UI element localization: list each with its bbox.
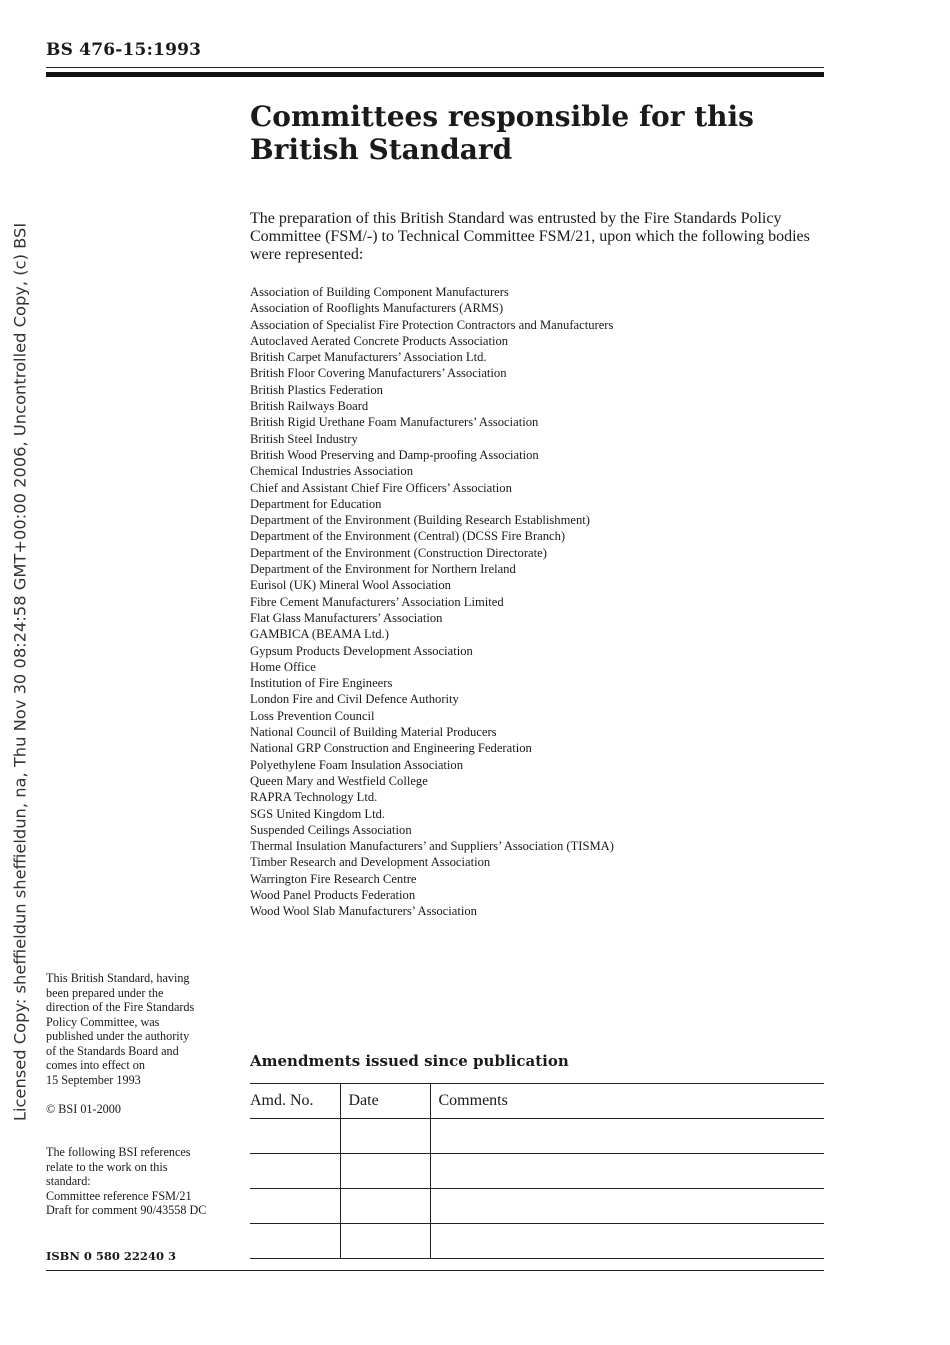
column-header-date: Date: [340, 1084, 430, 1119]
publication-line: direction of the Fire Standards: [46, 1000, 195, 1014]
header-rule-thick: [46, 72, 824, 77]
table-row: [250, 1189, 824, 1224]
empty-cell: [340, 1154, 430, 1189]
reference-line: Draft for comment 90/43558 DC: [46, 1203, 207, 1217]
body-item: Eurisol (UK) Mineral Wool Association: [250, 578, 451, 593]
body-item: British Floor Covering Manufacturers’ Association: [250, 366, 507, 381]
body-item: SGS United Kingdom Ltd.: [250, 806, 386, 821]
body-item: Department of the Environment (Central) (DCSS Fire Branch): [250, 529, 566, 544]
publication-line: 15 September 1993: [46, 1072, 141, 1087]
empty-cell: [250, 1119, 340, 1154]
publication-line: been prepared under the: [46, 985, 164, 1000]
body-item: Polyethylene Foam Insulation Association: [250, 757, 464, 772]
body-item: Flat Glass Manufacturers’ Association: [250, 610, 443, 625]
body-item: Association of Building Component Manufacturers: [250, 285, 509, 299]
body-item: Loss Prevention Council: [250, 708, 375, 723]
empty-cell: [340, 1189, 430, 1224]
empty-cell: [250, 1224, 340, 1259]
empty-cell: [250, 1189, 340, 1224]
body-item: Department of the Environment (Construction Directorate): [250, 545, 547, 560]
table-row: [250, 1154, 824, 1189]
body-item: London Fire and Civil Defence Authority: [250, 692, 459, 707]
amendments-title: Amendments issued since publication: [250, 1052, 569, 1070]
body-item: Gypsum Products Development Association: [250, 643, 473, 658]
body-item: Department for Education: [250, 496, 382, 511]
body-item: Chemical Industries Association: [250, 464, 413, 479]
body-item: RAPRA Technology Ltd.: [250, 790, 378, 805]
body-item: Association of Rooflights Manufacturers (ARMS): [250, 301, 504, 316]
publication-note: [46, 971, 241, 1087]
body-item: British Wood Preserving and Damp-proofing Association: [250, 447, 539, 462]
table-row: [250, 1119, 824, 1154]
column-header-amd-no: Amd. No.: [250, 1084, 340, 1119]
body-item: Institution of Fire Engineers: [250, 676, 393, 691]
reference-line: The following BSI references: [46, 1145, 191, 1159]
watermark-text: Licensed Copy: sheffieldun sheffieldun, na, Thu Nov 30 08:24:58 GMT+00:00 2006, Uncontrolled Copy, (c) BSI: [10, 222, 30, 1122]
reference-line: Committee reference FSM/21: [46, 1188, 192, 1203]
body-item: Wood Wool Slab Manufacturers’ Association: [250, 904, 477, 919]
empty-cell: [340, 1119, 430, 1154]
empty-cell: [250, 1154, 340, 1189]
body-item: Autoclaved Aerated Concrete Products Association: [250, 333, 509, 348]
amendments-header-row: [250, 1084, 824, 1119]
publication-line: published under the authority: [46, 1029, 190, 1043]
copyright-note: © BSI 01-2000: [46, 1102, 121, 1116]
body-item: National GRP Construction and Engineering Federation: [250, 741, 532, 756]
body-item: National Council of Building Material Producers: [250, 725, 497, 740]
column-header-comments: Comments: [430, 1084, 824, 1119]
document-id: BS 476-15:1993: [46, 40, 202, 60]
publication-line: of the Standards Board and: [46, 1043, 179, 1058]
body-item: British Railways Board: [250, 399, 369, 414]
body-item: GAMBICA (BEAMA Ltd.): [250, 627, 389, 642]
body-item: British Carpet Manufacturers’ Association Ltd.: [250, 350, 487, 365]
empty-cell: [430, 1119, 824, 1154]
body-item: Warrington Fire Research Centre: [250, 871, 417, 886]
body-item: Timber Research and Development Association: [250, 855, 491, 870]
empty-cell: [430, 1154, 824, 1189]
publication-line: This British Standard, having: [46, 971, 190, 985]
title-line: Committees responsible for this: [250, 100, 754, 133]
title-line: British Standard: [250, 133, 513, 166]
footer-rule: [46, 1270, 824, 1271]
body-item: Home Office: [250, 659, 316, 674]
body-item: Association of Specialist Fire Protection Contractors and Manufacturers: [250, 317, 614, 332]
header-rule-thin: [46, 67, 824, 68]
body-item: Fibre Cement Manufacturers’ Association Limited: [250, 594, 504, 609]
body-item: Department of the Environment for Northern Ireland: [250, 562, 516, 577]
represented-bodies-list: [250, 284, 614, 920]
body-item: British Rigid Urethane Foam Manufacturers’ Association: [250, 415, 539, 430]
publication-line: Policy Committee, was: [46, 1014, 160, 1029]
body-item: Thermal Insulation Manufacturers’ and Suppliers’ Association (TISMA): [250, 839, 614, 854]
body-item: Department of the Environment (Building Research Establishment): [250, 513, 590, 528]
reference-line: standard:: [46, 1174, 91, 1188]
amendments-table: [250, 1083, 824, 1259]
body-item: Chief and Assistant Chief Fire Officers’ Association: [250, 480, 512, 495]
body-item: Suspended Ceilings Association: [250, 822, 412, 837]
table-row: [250, 1224, 824, 1259]
bsi-references-note: [46, 1145, 241, 1218]
empty-cell: [340, 1224, 430, 1259]
isbn: ISBN 0 580 22240 3: [46, 1249, 176, 1263]
body-item: Wood Panel Products Federation: [250, 887, 416, 902]
page-title: [250, 100, 810, 166]
body-item: British Plastics Federation: [250, 382, 383, 397]
intro-paragraph: The preparation of this British Standard was entrusted by the Fire Standards Policy Committee (FSM/-) to Technical Committee FSM/21, upon which the following bodies were represented:: [250, 210, 810, 263]
reference-line: relate to the work on this: [46, 1159, 168, 1174]
publication-line: comes into effect on: [46, 1058, 145, 1072]
empty-cell: [430, 1224, 824, 1259]
body-item: British Steel Industry: [250, 431, 358, 446]
body-item: Queen Mary and Westfield College: [250, 773, 428, 788]
empty-cell: [430, 1189, 824, 1224]
